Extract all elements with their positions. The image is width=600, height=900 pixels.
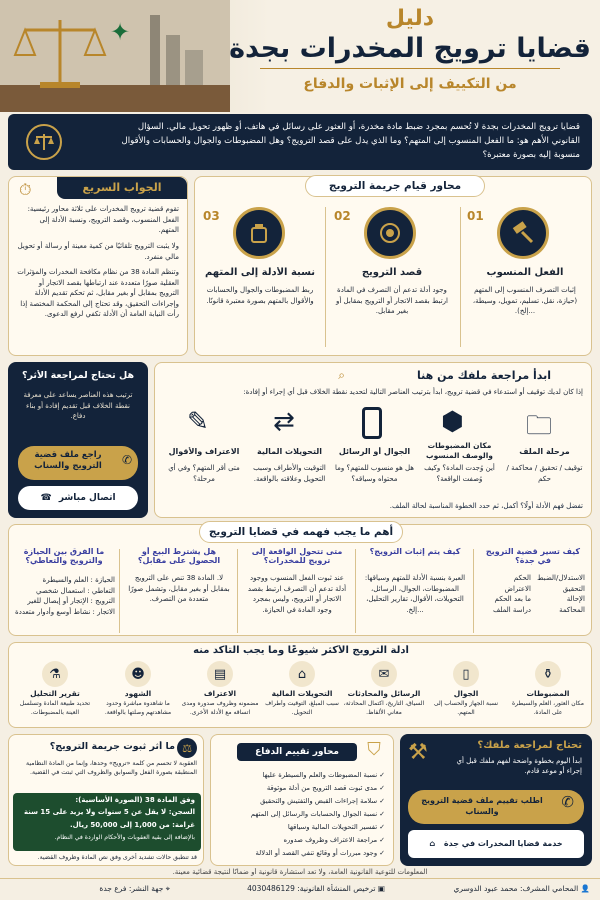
defense-item-text: مراجعة الاعتراف وظروف صدوره — [283, 836, 378, 844]
document-icon: ▤ — [207, 661, 233, 687]
title-divider — [260, 68, 560, 69]
evidence-bag-icon — [233, 207, 285, 259]
axis-item-attribution — [195, 205, 325, 355]
evidence-item-text: مضمونه وظروف صدوره ومدى اتساقه مع الأدلة الأخرى. — [181, 700, 259, 716]
evidence-card — [8, 642, 592, 728]
understand-col-title: كيف تسير قضية الترويج في جدة؟ — [485, 547, 581, 565]
understand-divider — [119, 549, 120, 633]
bank-icon: ⌂ — [289, 661, 315, 687]
review-items — [161, 403, 587, 495]
defense-title: محاور تقييم الدفاع — [237, 743, 357, 761]
evidence-title: أدلة الترويج الأكثر شيوعًا وما يجب التأكد منه — [193, 645, 409, 656]
stage-item: الإحالة — [566, 595, 585, 603]
evidence-item — [507, 661, 589, 727]
transfer-arrows-icon: ⇄ — [273, 407, 295, 437]
review-item-text: التوقيت والأطراف وسبب التحويل وعلاقته بالواقعة. — [253, 464, 326, 483]
defense-item-text: نسبة الجوال والحسابات والرسائل إلى المتهم — [250, 810, 378, 818]
understand-col — [475, 545, 591, 635]
evidence-item-text: ما شاهدوه مباشرة وحدود مشاهدتهم وصلتها بالواقعة. — [104, 700, 172, 716]
review-item-title: مرحلة الملف — [519, 447, 570, 456]
pills-bag-icon: ⚱ — [535, 661, 561, 687]
stopwatch-icon: ⏱ — [19, 180, 32, 199]
folder-icon: 🗀 — [526, 411, 553, 441]
phone-icon: ☎ — [40, 493, 52, 503]
disclaimer: المعلومات للتوعية القانونية العامة، ولا تعد استشارة قانونية أو ضمانًا لنتيجة قضائية معينة. — [172, 868, 428, 876]
understand-col-text: لا. المادة 38 تنص على الترويج بمقابل أو بغير مقابل، وتشمل صورًا متعددة من التصرف. — [128, 574, 230, 603]
intro-box — [8, 114, 592, 170]
stage-list — [479, 573, 531, 615]
axis-item-act — [459, 205, 591, 355]
person-icon: 👤 — [578, 884, 590, 893]
cta-title: تحتاج لمراجعة ملفك؟ — [477, 740, 582, 751]
axis-text: ربط المضبوطات والجوال والحسابات والأقوال بالمتهم بصورة معتبرة قانونًا. — [206, 286, 314, 305]
footer-lawyer — [390, 884, 590, 893]
evidence-item-text: تحديد طبيعة المادة وتسلسل العينة بالمضبوطات. — [19, 700, 91, 716]
request-evaluation-label: اطلب تقييم ملف قضية الترويج والسناب — [421, 796, 543, 816]
review-item — [417, 403, 502, 495]
hero-banner — [0, 0, 600, 112]
proof-title: ما أثر ثبوت جريمة الترويج؟ — [49, 741, 175, 752]
evidence-item — [261, 661, 343, 727]
shield-icon: ⛉ — [367, 739, 381, 760]
review-footnote: تفضل فهم الأدلة أولًا؟ أكمل، ثم حدد الخطوة المناسبة لحالة الملف. — [389, 502, 583, 510]
penalty-prison: السجن: لا يقل عن 5 سنوات ولا يزيد على 15 سنة — [23, 808, 195, 816]
difference-item: الاتجار : نشاط أوسع وأدوار متعددة — [15, 607, 115, 616]
axes-card — [194, 176, 592, 356]
review-item-title: مكان المضبوطات والوصف المنسوب — [426, 441, 493, 460]
stage-item: ما بعد الحكم — [494, 595, 531, 603]
palm-emblem-icon: ✦ — [109, 18, 131, 46]
id-card-icon: ▣ — [375, 884, 385, 893]
cta-text: ابدأ اليوم بخطوة واضحة لفهم ملفك قبل أي إجراء أو موعد قادم. — [456, 757, 582, 775]
defense-item: ✓ مدى ثبوت قصد الترويج من أدلة موثوقة — [266, 784, 385, 792]
evidence-item-text: مكان العثور، العلم والسيطرة على المادة. — [512, 700, 584, 716]
evidence-item-title: الاعتراف — [203, 689, 237, 698]
stage-list — [533, 573, 585, 615]
quick-answer-p1: تقوم قضية ترويج المخدرات على ثلاثة محاور رئيسية: الفعل المنسوب، وقصد الترويج، ونسبة الأدلة إلى المتهم. — [27, 205, 179, 234]
direct-call-label: اتصال مباشر — [58, 493, 116, 503]
location-pin-icon: ⌖ — [163, 884, 170, 893]
understand-col-text: عند ثبوت الفعل المنسوب ووجود أدلة تدعم أن التصرف ارتبط بقصد الاتجار أو الترويج، وليس بمجرد وجود المادة في الحيازة. — [247, 574, 347, 614]
review-title: ابدأ مراجعة ملفك من هنا — [417, 369, 551, 382]
quick-answer-p2: ولا يثبت الترويج تلقائيًا من كمية معينة أو رسالة أو تحويل مالي منفرد. — [17, 242, 179, 261]
review-item-text: هل هو منسوب للمتهم؟ وما محتواه وسياقه؟ — [335, 464, 414, 483]
axis-title: الفعل المنسوب — [486, 267, 564, 278]
understand-divider — [355, 549, 356, 633]
defense-item-text: سلامة إجراءات القبض والتفتيش والتحقيق — [260, 797, 378, 805]
footer-branch — [10, 884, 170, 894]
review-item-text: متى أقر المتهم؟ وفي أي مرحلة؟ — [168, 464, 240, 483]
box-icon: ⬢ — [441, 407, 464, 437]
evidence-item — [425, 661, 507, 727]
penalty-box — [13, 793, 201, 851]
evidence-item-title: الشهود — [124, 689, 152, 698]
review-item — [247, 403, 332, 495]
stage-item: الاعتراض — [504, 584, 531, 593]
defense-item-text: مدى ثبوت قصد الترويج من أدلة موثوقة — [266, 784, 378, 792]
understand-col-title: ما الفرق بين الحيازة والترويج والتعاطي؟ — [23, 547, 105, 565]
scales-icon: ⚖ — [177, 738, 197, 758]
whatsapp-icon: ✆ — [561, 793, 574, 811]
axes-title: محاور قيام جريمة الترويج — [305, 175, 485, 197]
defense-item: ✓ سلامة إجراءات القبض والتفتيش والتحقيق — [260, 797, 385, 805]
proof-card — [8, 734, 204, 866]
understand-divider — [473, 549, 474, 633]
head-target-icon — [364, 207, 416, 259]
footer — [0, 878, 600, 900]
axis-num: 02 — [334, 209, 351, 223]
witnesses-icon: ☻ — [125, 661, 151, 687]
understand-col-title: هل يشترط البيع أو الحصول على مقابل؟ — [137, 547, 221, 565]
understand-divider — [237, 549, 238, 633]
penalty-more: بالإضافة إلى بقية العقوبات والأحكام الواردة في النظام. — [54, 834, 195, 841]
quick-answer-card — [8, 176, 188, 356]
review-desc: إذا كان لديك توقيف أو استدعاء في قضية ترويج، ابدأ بترتيب العناصر التالية لتحديد نقطة الخلاف قبل أي إجراء أو إفادة: — [243, 388, 583, 396]
axis-num: 03 — [203, 209, 220, 223]
defense-item-text: تفسير التحويلات المالية وسياقها — [287, 823, 378, 831]
defense-item: ✓ تفسير التحويلات المالية وسياقها — [287, 823, 385, 831]
header-kicker: دليل — [385, 6, 435, 31]
understand-card — [8, 524, 592, 636]
footer-license-text: ترخيص المنشأة القانونية: 4030486129 — [247, 884, 376, 893]
review-need-text: ترتيب هذه العناصر يساعد على معرفة نقطة الخلاف قبل تقديم إفادة أو بناء دفاع. — [23, 391, 133, 420]
stage-item: المحاكمة — [559, 605, 585, 614]
evidence-item-title: تقرير التحليل — [30, 689, 80, 698]
defense-item: ✓ نسبة الجوال والحسابات والرسائل إلى المتهم — [250, 810, 385, 818]
stage-item: دراسة الملف — [493, 605, 531, 614]
difference-item: الحيازة : العلم والسيطرة — [42, 576, 115, 584]
footer-lawyer-text: المحامي المشرف: محمد عبود الدوسري — [453, 884, 579, 893]
drug-cases-service-button[interactable] — [408, 830, 584, 858]
hero-illustration — [0, 0, 230, 112]
understand-col — [121, 545, 237, 635]
evidence-item — [343, 661, 425, 727]
defense-item: ✓ وجود مبررات أو وقائع تنفي القصد أو الدلالة — [255, 849, 385, 857]
understand-col-text: العبرة بنسبة الأدلة للمتهم وسياقها: المضبوطات، الجوال، الرسائل، التحويلات، الأقوال، تقارير التحليل، ...إلخ. — [364, 574, 466, 614]
drug-cases-service-label: خدمة قضايا المخدرات في جدة — [443, 839, 563, 848]
footer-branch-text: جهة النشر: فرع جدة — [99, 884, 164, 893]
page-subtitle: من التكييف إلى الإثبات والدفاع — [303, 76, 517, 92]
review-item — [332, 403, 417, 495]
review-card — [154, 362, 592, 518]
difference-list — [11, 575, 115, 617]
evidence-item-text: سبب المبلغ، التوقيت وأطراف التحويل. — [265, 700, 339, 716]
defense-item: ✓ مراجعة الاعتراف وظروف صدوره — [283, 836, 385, 844]
scales-icon — [26, 124, 62, 160]
gavel-icon: ⚒ — [408, 740, 428, 765]
evidence-item — [13, 661, 97, 727]
evidence-items — [13, 661, 589, 727]
stage-item: التحقيق — [562, 584, 585, 593]
penalty-title: وفق المادة 38 (الصورة الأساسية): — [75, 796, 195, 804]
axis-title: قصد الترويج — [361, 267, 423, 278]
chat-icon: ✉ — [371, 661, 397, 687]
axis-item-intent — [326, 205, 458, 355]
quick-answer-p3: وتنظم المادة 38 من نظام مكافحة المخدرات والمؤثرات العقلية صورًا متعددة عند ارتباطها بقصد الاتجار أو الترويج بمقابل أو بغير مقابل، ثم تحكم تقديم الأدلة وإجراءات التحقيق، وقد تحتاج إلى المحكمة المختصة إذا رأت النيابة العامة أن الأدلة تكفي لرفع الدعوى. — [17, 268, 179, 318]
stage-item: الحكم — [513, 574, 531, 582]
review-item-title: الاعتراف والأقوال — [168, 447, 240, 456]
whatsapp-review-label: راجع ملف قضية الترويج والسناب — [34, 450, 102, 471]
proof-text: العقوبة لا تحسم من كلمة «ترويج» وحدها، وإنما من المادة النظامية المنطبقة بصورة الفعل والسوابق والظروف التي ثبتت في القضية. — [26, 760, 197, 776]
mobile-icon: ▯ — [453, 661, 479, 687]
whatsapp-review-button[interactable] — [18, 446, 138, 480]
evidence-item — [97, 661, 179, 727]
footer-license — [190, 884, 385, 893]
evidence-item-title: التحويلات المالية — [271, 689, 333, 698]
understand-col — [357, 545, 473, 635]
evidence-item-title: المضبوطات — [526, 689, 570, 698]
understand-col-title: كيف يتم إثبات الترويج؟ — [369, 547, 461, 556]
flask-icon: ⚗ — [42, 661, 68, 687]
defense-item-text: نسبة المضبوطات والعلم والسيطرة عليها — [262, 771, 378, 779]
evidence-item-title: الرسائل والمحادثات — [347, 689, 421, 698]
gavel-icon — [497, 207, 549, 259]
cta-card — [400, 734, 592, 866]
axis-title: نسبة الأدلة إلى المتهم — [204, 267, 316, 278]
understand-title: أهم ما يجب فهمه في قضايا الترويج — [199, 521, 403, 543]
evidence-item-text: نسبة الجهاز والحساب إلى المتهم. — [433, 700, 499, 716]
understand-col-title: متى تتحول الواقعة إلى ترويج للمخدرات؟ — [251, 547, 343, 565]
axis-text: إثبات التصرف المنسوب إلى المتهم (حيازة، نقل، تسليم، تمويل، وسيطة، ...إلخ). — [472, 286, 578, 315]
stage-item: الاستدلال/الضبط — [537, 574, 585, 582]
page-title: قضايا ترويج المخدرات بجدة — [229, 33, 591, 64]
axis-num: 01 — [467, 209, 484, 223]
evidence-item — [179, 661, 261, 727]
review-item — [161, 403, 247, 495]
understand-col — [239, 545, 355, 635]
review-item-title: الجوال أو الرسائل — [338, 447, 411, 456]
understand-col — [9, 545, 119, 635]
document-pen-icon: ✎ — [187, 407, 209, 437]
search-file-icon: ⌕ — [338, 368, 345, 382]
courthouse-icon: ⌂ — [429, 839, 436, 848]
defense-item-text: وجود مبررات أو وقائع تنفي القصد أو الدلالة — [255, 849, 378, 857]
penalty-fine: غرامة: من 1,000 إلى 50,000 ريال. — [69, 821, 195, 829]
whatsapp-icon: ✆ — [121, 453, 132, 467]
review-item-text: أين وُجدت المادة؟ وكيف وُصفت الواقعة؟ — [424, 464, 495, 483]
review-need-card — [8, 362, 148, 518]
difference-item: الترويج : الإتجار أو إيصال للغير — [27, 597, 115, 605]
evidence-item-text: السياق، التاريخ، اكتمال المحادثة، معاني الألفاظ. — [343, 700, 425, 716]
difference-item: التعاطي : استعمال شخصي — [36, 586, 115, 595]
axis-text: وجود أدلة تدعم أن التصرف في المادة ارتبط بقصد الاتجار أو الترويج بمقابل أو بغير مقابل. — [336, 286, 448, 315]
intro-text: قضايا ترويج المخدرات بجدة لا تُحسم بمجرد ضبط مادة مخدرة، أو العثور على رسائل في هاتف، أو ظهور تحويل مالي. السؤال القانوني الأهم هو: ما الفعل المنسوب إلى المتهم؟ وما الذي يدل على قصد الترويج؟ وهل المضبوطات والجوال والحسابات والأقوال منسوبة إليه بصورة معتبرة؟ — [121, 122, 580, 160]
review-item-text: توقيف / تحقيق / محاكمة / حكم — [506, 464, 583, 483]
direct-call-button[interactable] — [18, 486, 138, 510]
review-item — [502, 403, 587, 495]
defense-list — [215, 769, 385, 860]
defense-item: ✓ نسبة المضبوطات والعلم والسيطرة عليها — [262, 771, 385, 779]
phone-icon — [362, 407, 382, 439]
proof-note: قد تنطبق حالات تشديد أخرى وفق نص المادة وظروف القضية. — [37, 854, 197, 861]
review-need-title: هل تحتاج لمراجعة الأثر؟ — [21, 370, 135, 381]
review-item-title: التحويلات المالية — [257, 447, 322, 456]
defense-card — [210, 734, 394, 866]
evidence-item-title: الجوال — [453, 689, 479, 698]
quick-answer-title: الجواب السريع — [57, 177, 187, 199]
request-evaluation-button[interactable] — [408, 790, 584, 824]
